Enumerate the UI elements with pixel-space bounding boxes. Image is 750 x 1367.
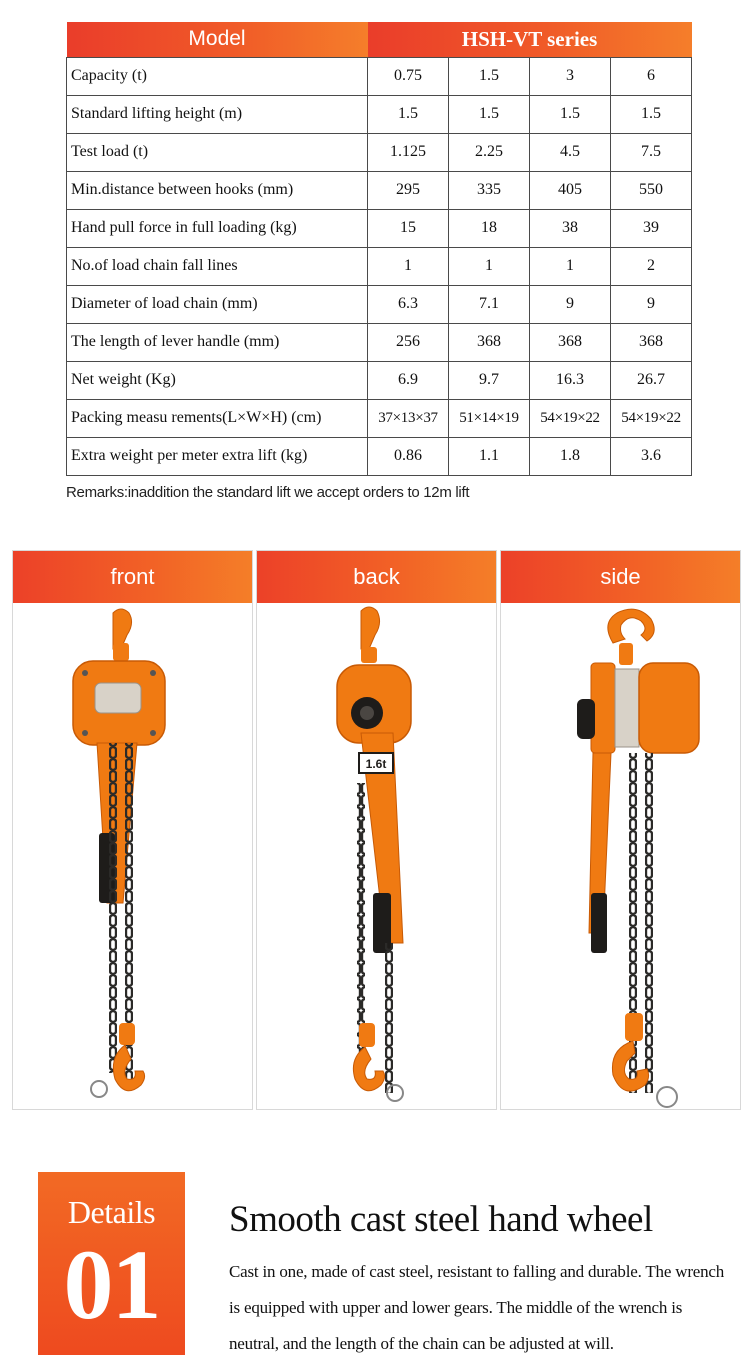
row-label: Packing measu rements(L×W×H) (cm) bbox=[67, 399, 368, 437]
table-cell: 3 bbox=[530, 57, 611, 95]
front-view-panel bbox=[12, 550, 253, 1110]
row-label: Net weight (Kg) bbox=[67, 361, 368, 399]
remarks-text: Remarks:inaddition the standard lift we accept orders to 12m lift bbox=[66, 484, 470, 501]
table-cell: 2.25 bbox=[449, 133, 530, 171]
table-cell: 15 bbox=[368, 209, 449, 247]
table-cell: 39 bbox=[611, 209, 692, 247]
table-cell: 16.3 bbox=[530, 361, 611, 399]
front-view-hoist-image bbox=[13, 603, 252, 1109]
model-header: Model bbox=[67, 22, 368, 57]
row-label: Standard lifting height (m) bbox=[67, 95, 368, 133]
table-row bbox=[67, 399, 692, 437]
table-cell: 6 bbox=[611, 57, 692, 95]
row-label: No.of load chain fall lines bbox=[67, 247, 368, 285]
table-cell: 1.5 bbox=[449, 57, 530, 95]
table-row bbox=[67, 437, 692, 475]
table-cell: 295 bbox=[368, 171, 449, 209]
table-row bbox=[67, 133, 692, 171]
side-view-hoist-image bbox=[501, 603, 740, 1109]
table-row bbox=[67, 57, 692, 95]
table-cell: 26.7 bbox=[611, 361, 692, 399]
row-label: Min.distance between hooks (mm) bbox=[67, 171, 368, 209]
table-cell: 1.1 bbox=[449, 437, 530, 475]
table-cell: 54×19×22 bbox=[530, 399, 611, 437]
series-header: HSH-VT series bbox=[368, 22, 692, 57]
row-label: Hand pull force in full loading (kg) bbox=[67, 209, 368, 247]
table-cell: 6.9 bbox=[368, 361, 449, 399]
table-row bbox=[67, 285, 692, 323]
table-row bbox=[67, 209, 692, 247]
table-cell: 0.86 bbox=[368, 437, 449, 475]
row-label: The length of lever handle (mm) bbox=[67, 323, 368, 361]
details-label: Details bbox=[67, 1194, 156, 1230]
front-view-title: front bbox=[13, 551, 252, 603]
table-row bbox=[67, 323, 692, 361]
table-row bbox=[67, 247, 692, 285]
table-cell: 38 bbox=[530, 209, 611, 247]
row-label: Diameter of load chain (mm) bbox=[67, 285, 368, 323]
table-cell: 335 bbox=[449, 171, 530, 209]
spec-table-header bbox=[67, 22, 692, 57]
row-label: Capacity (t) bbox=[67, 57, 368, 95]
table-cell: 368 bbox=[449, 323, 530, 361]
table-cell: 7.1 bbox=[449, 285, 530, 323]
table-cell: 4.5 bbox=[530, 133, 611, 171]
table-cell: 2 bbox=[611, 247, 692, 285]
table-cell: 9 bbox=[530, 285, 611, 323]
table-cell: 1.125 bbox=[368, 133, 449, 171]
table-cell: 3.6 bbox=[611, 437, 692, 475]
table-cell: 0.75 bbox=[368, 57, 449, 95]
spec-table bbox=[66, 22, 692, 476]
side-view-panel bbox=[500, 550, 741, 1110]
back-view-panel bbox=[256, 550, 497, 1110]
table-cell: 18 bbox=[449, 209, 530, 247]
table-cell: 256 bbox=[368, 323, 449, 361]
back-view-title: back bbox=[257, 551, 496, 603]
side-view-title: side bbox=[501, 551, 740, 603]
details-title: Smooth cast steel hand wheel bbox=[229, 1199, 653, 1240]
table-cell: 1 bbox=[530, 247, 611, 285]
table-cell: 1 bbox=[368, 247, 449, 285]
table-row bbox=[67, 95, 692, 133]
table-cell: 405 bbox=[530, 171, 611, 209]
table-cell: 1.5 bbox=[611, 95, 692, 133]
details-description: Cast in one, made of cast steel, resistant to falling and durable. The wrench is equipped with upper and lower gears. The middle of the wrench is neutral, and the length of the chain can be adjusted at will. bbox=[229, 1262, 725, 1353]
table-row bbox=[67, 361, 692, 399]
details-number: 01 bbox=[63, 1229, 160, 1340]
table-cell: 6.3 bbox=[368, 285, 449, 323]
table-cell: 1.5 bbox=[368, 95, 449, 133]
table-cell: 37×13×37 bbox=[368, 399, 449, 437]
table-cell: 368 bbox=[530, 323, 611, 361]
table-cell: 1.5 bbox=[449, 95, 530, 133]
row-label: Extra weight per meter extra lift (kg) bbox=[67, 437, 368, 475]
capacity-badge: 1.6t bbox=[365, 757, 387, 771]
row-label: Test load (t) bbox=[67, 133, 368, 171]
details-badge bbox=[38, 1172, 185, 1355]
table-cell: 54×19×22 bbox=[611, 399, 692, 437]
table-cell: 368 bbox=[611, 323, 692, 361]
table-row bbox=[67, 171, 692, 209]
table-cell: 9 bbox=[611, 285, 692, 323]
table-cell: 550 bbox=[611, 171, 692, 209]
table-cell: 7.5 bbox=[611, 133, 692, 171]
table-cell: 1.8 bbox=[530, 437, 611, 475]
back-view-hoist-image bbox=[257, 603, 496, 1109]
table-cell: 51×14×19 bbox=[449, 399, 530, 437]
table-cell: 1 bbox=[449, 247, 530, 285]
table-cell: 1.5 bbox=[530, 95, 611, 133]
table-cell: 9.7 bbox=[449, 361, 530, 399]
